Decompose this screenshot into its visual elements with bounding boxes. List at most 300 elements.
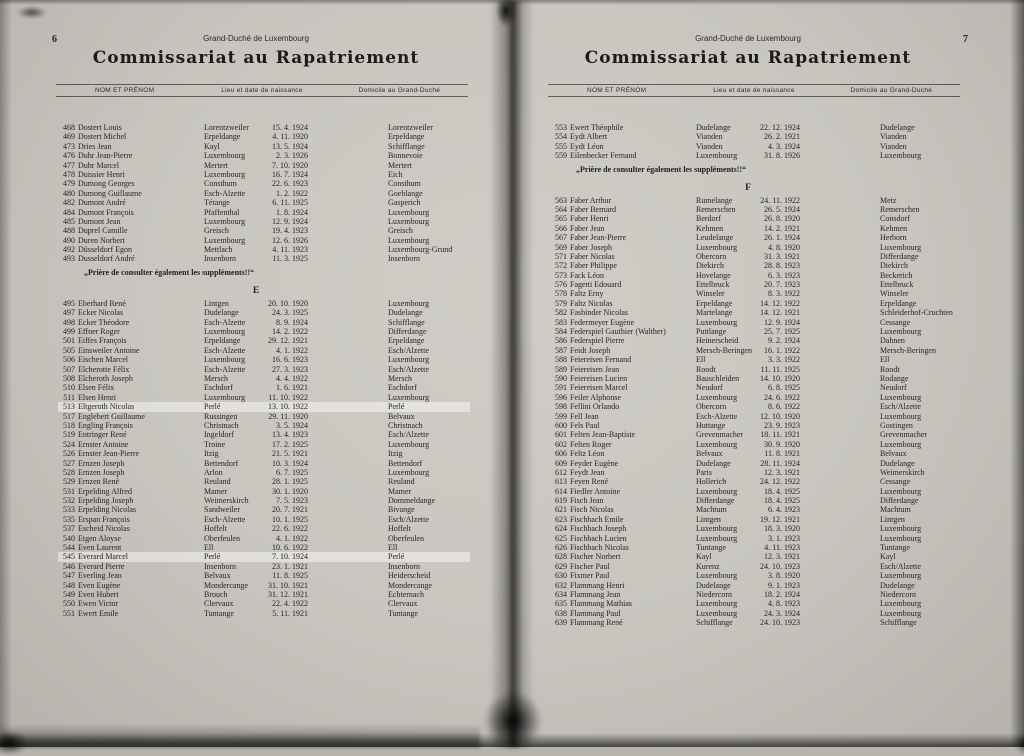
cell-num: 600 xyxy=(555,420,567,430)
cell-birthdate: 24. 6. 1922 xyxy=(764,392,800,402)
cell-birthplace: Luxembourg xyxy=(696,608,738,618)
cell-birthplace: Luxembourg xyxy=(696,599,738,609)
cell-num: 505 xyxy=(63,345,75,355)
cell-domicile: Esch/Alzette xyxy=(388,345,429,355)
cell-name: Feiereisen Fernand xyxy=(570,355,632,365)
cell-num: 566 xyxy=(555,223,567,233)
cell-num: 506 xyxy=(63,355,75,365)
table-row xyxy=(58,524,470,533)
cell-birthplace: Brouch xyxy=(204,589,228,599)
cell-name: Fischer Norbert xyxy=(570,552,621,562)
cell-birthdate: 11. 10. 1922 xyxy=(268,392,308,402)
cell-domicile: Dommeldange xyxy=(388,496,436,506)
cell-name: Ewert Théophile xyxy=(570,123,624,132)
cell-num: 507 xyxy=(63,364,75,374)
cell-domicile: Bettendorf xyxy=(388,458,423,468)
table-row xyxy=(58,412,470,421)
table-row xyxy=(58,393,470,402)
table-row xyxy=(58,459,470,468)
table-row xyxy=(550,355,962,364)
cell-birthplace: Differdange xyxy=(696,496,735,506)
cell-domicile: Schleiderhof-Cruchten xyxy=(880,308,953,318)
cell-num: 513 xyxy=(63,402,75,412)
cell-num: 490 xyxy=(63,235,75,245)
cell-domicile: Metz xyxy=(880,195,897,205)
region-header-left: Grand-Duché de Luxembourg xyxy=(203,34,309,43)
cell-domicile: Ettelbruck xyxy=(880,280,914,290)
cell-num: 535 xyxy=(63,514,75,524)
cell-num: 549 xyxy=(63,589,75,599)
cell-birthplace: Perlé xyxy=(204,552,221,562)
cell-birthdate: 24. 10. 1923 xyxy=(760,618,800,628)
cell-num: 477 xyxy=(63,160,75,170)
cell-name: Eischen Marcel xyxy=(78,355,128,365)
cell-num: 559 xyxy=(555,151,567,161)
cell-domicile: Roodt xyxy=(880,364,900,374)
table-row xyxy=(58,161,470,170)
right-page xyxy=(530,26,966,732)
cell-num: 545 xyxy=(63,552,75,562)
cell-num: 569 xyxy=(555,242,567,252)
cell-birthdate: 31. 3. 1921 xyxy=(764,251,800,261)
cell-num: 550 xyxy=(63,599,75,609)
cell-birthplace: Neudorf xyxy=(696,383,723,393)
cell-birthdate: 11. 11. 1925 xyxy=(760,364,800,374)
cell-num: 478 xyxy=(63,169,75,179)
cell-name: Erpelding Joseph xyxy=(78,496,134,506)
cell-name: Erspan François xyxy=(78,514,130,524)
cell-birthdate: 20. 7. 1923 xyxy=(764,280,800,290)
cell-domicile: Luxembourg xyxy=(880,411,922,421)
supplement-notice-left: „Prière de consulter également les suppléments!!“ xyxy=(84,267,255,277)
cell-birthplace: Dudelange xyxy=(696,123,731,132)
cell-birthdate: 6. 7. 1925 xyxy=(276,467,308,477)
cell-birthplace: Diekirch xyxy=(696,261,724,271)
cell-num: 547 xyxy=(63,571,75,581)
cell-name: Everard Marcel xyxy=(78,552,128,562)
cell-num: 488 xyxy=(63,226,75,236)
cell-birthplace: Tuntange xyxy=(696,543,726,553)
cell-num: 598 xyxy=(555,402,567,412)
cell-domicile: Luxembourg xyxy=(880,524,922,534)
cell-birthplace: Erpeldange xyxy=(204,336,241,346)
table-row xyxy=(58,571,470,580)
cell-birthplace: Kurenz xyxy=(696,561,720,571)
cell-birthdate: 31. 8. 1926 xyxy=(764,151,800,161)
cell-num: 571 xyxy=(555,251,567,261)
cell-birthdate: 26. 2. 1921 xyxy=(764,132,800,142)
table-row xyxy=(58,123,470,132)
cell-num: 612 xyxy=(555,467,567,477)
cell-name: Feyder Eugène xyxy=(570,458,619,468)
cell-domicile: Itzig xyxy=(388,449,403,459)
cell-name: Fisch Jean xyxy=(570,496,604,506)
cell-birthdate: 26. 8. 1920 xyxy=(764,214,800,224)
cell-domicile: Greisch xyxy=(388,226,413,236)
cell-birthplace: Mondercange xyxy=(204,580,248,590)
cell-domicile: Mersch xyxy=(388,373,412,383)
cell-birthdate: 12. 9. 1924 xyxy=(764,317,800,327)
cell-birthdate: 2. 3. 1926 xyxy=(276,151,308,161)
cell-name: Duhr Marcel xyxy=(78,160,120,170)
cell-num: 476 xyxy=(63,151,75,161)
table-row xyxy=(58,477,470,486)
cell-num: 492 xyxy=(63,245,75,255)
column-header-domicile: Domicile au Grand-Duché xyxy=(358,87,441,94)
cell-birthdate: 7. 10. 1920 xyxy=(272,160,308,170)
table-row xyxy=(550,440,962,449)
cell-name: Faber Jean xyxy=(570,223,605,233)
table-row xyxy=(58,383,470,392)
cell-birthplace: Tétange xyxy=(204,198,230,208)
cell-name: Feyen René xyxy=(570,477,608,487)
table-row xyxy=(550,459,962,468)
cell-birthdate: 18. 4. 1925 xyxy=(764,496,800,506)
cell-domicile: Luxembourg-Grund xyxy=(388,245,453,255)
table-row xyxy=(58,299,470,308)
cell-num: 495 xyxy=(63,298,75,308)
cell-name: Feiereisen Lucien xyxy=(570,373,628,383)
section-rows-f xyxy=(550,196,962,628)
cell-name: Even Hubert xyxy=(78,589,119,599)
table-row xyxy=(550,123,962,132)
cell-domicile: Cessange xyxy=(880,317,911,327)
cell-name: Entringer René xyxy=(78,430,127,440)
cell-birthdate: 1. 6. 1921 xyxy=(276,383,308,393)
column-header-birth: Lieu et date de naissance xyxy=(713,87,795,94)
cell-name: Duren Norbert xyxy=(78,235,125,245)
cell-num: 548 xyxy=(63,580,75,590)
cell-birthdate: 14. 10. 1920 xyxy=(760,373,800,383)
cell-name: Faltz Nicolas xyxy=(570,298,613,308)
cell-num: 537 xyxy=(63,524,75,534)
cell-birthdate: 14. 12. 1921 xyxy=(760,308,800,318)
table-row xyxy=(58,581,470,590)
table-row xyxy=(550,618,962,627)
cell-birthplace: Tuntange xyxy=(204,608,234,618)
cell-num: 554 xyxy=(555,132,567,142)
cell-birthdate: 9. 1. 1923 xyxy=(768,580,800,590)
cell-domicile: Remerschen xyxy=(880,204,920,214)
cell-birthdate: 6. 3. 1923 xyxy=(768,270,800,280)
cell-birthdate: 16. 7. 1924 xyxy=(272,169,308,179)
cell-name: Flammang Henri xyxy=(570,580,625,590)
table-row xyxy=(550,151,962,160)
column-header-birth: Lieu et date de naissance xyxy=(221,87,303,94)
cell-name: Elsen Henri xyxy=(78,392,116,402)
cell-num: 632 xyxy=(555,580,567,590)
cell-domicile: Herborn xyxy=(880,233,907,243)
table-column-header-left xyxy=(56,84,468,97)
table-row xyxy=(550,571,962,580)
cell-name: Dostert Michel xyxy=(78,132,127,142)
cell-birthplace: Luxembourg xyxy=(696,533,738,543)
cell-birthdate: 15. 4. 1924 xyxy=(272,123,308,132)
cell-birthdate: 25. 7. 1925 xyxy=(764,327,800,337)
cell-num: 590 xyxy=(555,373,567,383)
table-row xyxy=(58,236,470,245)
cell-name: Federspiel Gauthier (Walther) xyxy=(570,327,666,337)
cell-domicile: Tuntange xyxy=(388,608,418,618)
cell-birthdate: 8. 3. 1922 xyxy=(768,289,800,299)
cell-birthdate: 22. 6. 1922 xyxy=(272,524,308,534)
cell-num: 544 xyxy=(63,543,75,553)
cell-birthplace: Mamer xyxy=(204,486,228,496)
cell-name: Einsweiler Antoine xyxy=(78,345,140,355)
cell-name: Flammang Paul xyxy=(570,608,621,618)
cell-birthplace: Mertert xyxy=(204,160,228,170)
cell-name: Elsen Félix xyxy=(78,383,115,393)
cell-domicile: Heiderscheid xyxy=(388,571,431,581)
cell-birthdate: 13. 4. 1923 xyxy=(272,430,308,440)
cell-birthdate: 18. 3. 1920 xyxy=(764,524,800,534)
cell-birthdate: 12. 10. 1920 xyxy=(760,411,800,421)
table-row xyxy=(550,224,962,233)
cell-birthplace: Clervaux xyxy=(204,599,234,609)
cell-name: Ecker Nicolas xyxy=(78,308,124,318)
cell-birthplace: Mersch-Beringen xyxy=(696,345,752,355)
cell-num: 638 xyxy=(555,608,567,618)
cell-birthdate: 26. 1. 1924 xyxy=(764,233,800,243)
cell-name: Duhr Jean-Pierre xyxy=(78,151,133,161)
table-row xyxy=(550,505,962,514)
cell-domicile: Luxembourg xyxy=(880,486,922,496)
table-row xyxy=(550,214,962,223)
cell-domicile: Clervaux xyxy=(388,599,418,609)
cell-birthdate: 18. 2. 1924 xyxy=(764,589,800,599)
cell-birthdate: 19. 4. 1923 xyxy=(272,226,308,236)
cell-birthplace: Luxembourg xyxy=(696,571,738,581)
cell-birthdate: 12. 3. 1921 xyxy=(764,552,800,562)
cell-birthplace: Belvaux xyxy=(696,449,723,459)
table-row xyxy=(58,402,470,411)
cell-num: 468 xyxy=(63,123,75,132)
cell-domicile: Mersch-Beringen xyxy=(880,345,936,355)
cell-name: Dumong Georges xyxy=(78,179,135,189)
cell-name: Federspiel Pierre xyxy=(570,336,625,346)
cell-domicile: Luxembourg xyxy=(388,355,430,365)
cell-birthdate: 28. 11. 1924 xyxy=(760,458,800,468)
cell-domicile: Dahnen xyxy=(880,336,905,346)
cell-name: Faber Henri xyxy=(570,214,609,224)
table-row xyxy=(58,318,470,327)
table-row xyxy=(58,336,470,345)
cell-num: 602 xyxy=(555,439,567,449)
cell-birthdate: 4. 1. 1922 xyxy=(276,533,308,543)
column-header-name: NOM ET PRÉNOM xyxy=(94,87,155,94)
cell-domicile: Beckerich xyxy=(880,270,913,280)
cell-birthdate: 1. 8. 1924 xyxy=(276,207,308,217)
cell-birthdate: 7. 5. 1923 xyxy=(276,496,308,506)
cell-num: 529 xyxy=(63,477,75,487)
table-row xyxy=(550,562,962,571)
cell-name: Fischbach Lucien xyxy=(570,533,627,543)
cell-birthplace: Luxembourg xyxy=(696,242,738,252)
cell-birthdate: 16. 1. 1922 xyxy=(764,345,800,355)
cell-birthplace: Insenborn xyxy=(204,254,236,264)
cell-birthdate: 13. 5. 1924 xyxy=(272,141,308,151)
cell-birthdate: 14. 2. 1921 xyxy=(764,223,800,233)
cell-num: 553 xyxy=(555,123,567,132)
cell-num: 639 xyxy=(555,618,567,628)
cell-num: 482 xyxy=(63,198,75,208)
table-row xyxy=(58,189,470,198)
cell-domicile: Machtum xyxy=(880,505,911,515)
table-row xyxy=(550,308,962,317)
section-rows-e-cont xyxy=(550,123,962,161)
cell-name: Ecker Théodore xyxy=(78,317,130,327)
cell-domicile: Esch/Alzette xyxy=(880,402,921,412)
cell-birthdate: 24. 11. 1922 xyxy=(760,195,800,205)
cell-domicile: Christnach xyxy=(388,420,423,430)
cell-name: Ewen Victor xyxy=(78,599,119,609)
cell-domicile: Belvaux xyxy=(388,411,415,421)
cell-birthdate: 19. 12. 1921 xyxy=(760,514,800,524)
cell-birthdate: 29. 11. 1920 xyxy=(268,411,308,421)
cell-domicile: Luxembourg xyxy=(388,216,430,226)
cell-domicile: Luxembourg xyxy=(388,392,430,402)
cell-domicile: Vianden xyxy=(880,132,907,142)
cell-birthplace: Luxembourg xyxy=(696,486,738,496)
cell-domicile: Luxembourg xyxy=(880,599,922,609)
cell-name: Effner Roger xyxy=(78,327,120,337)
cell-domicile: Esch/Alzette xyxy=(880,561,921,571)
cell-domicile: Winseler xyxy=(880,289,909,299)
table-row xyxy=(550,477,962,486)
table-row xyxy=(550,271,962,280)
cell-birthplace: Grevenmacher xyxy=(696,430,744,440)
table-row xyxy=(58,346,470,355)
cell-num: 624 xyxy=(555,524,567,534)
section-letter-f: F xyxy=(745,182,751,193)
cell-birthplace: Esch-Alzette xyxy=(204,188,246,198)
cell-num: 583 xyxy=(555,317,567,327)
cell-name: Faber Joseph xyxy=(570,242,612,252)
table-row xyxy=(550,142,962,151)
cell-birthdate: 14. 12. 1922 xyxy=(760,298,800,308)
cell-name: Fack Léon xyxy=(570,270,604,280)
cell-birthdate: 3. 1. 1923 xyxy=(768,533,800,543)
cell-domicile: Belvaux xyxy=(880,449,907,459)
cell-birthplace: Hovelange xyxy=(696,270,731,280)
cell-domicile: Eschdorf xyxy=(388,383,417,393)
table-row xyxy=(550,383,962,392)
table-row xyxy=(58,365,470,374)
cell-num: 587 xyxy=(555,345,567,355)
table-row xyxy=(58,374,470,383)
cell-num: 469 xyxy=(63,132,75,142)
table-row xyxy=(58,609,470,618)
cell-num: 517 xyxy=(63,411,75,421)
cell-num: 484 xyxy=(63,207,75,217)
table-row xyxy=(58,355,470,364)
cell-birthplace: Kehmen xyxy=(696,223,724,233)
cell-domicile: Schifflange xyxy=(388,141,425,151)
cell-domicile: Insenborn xyxy=(388,254,420,264)
cell-num: 588 xyxy=(555,355,567,365)
cell-num: 601 xyxy=(555,430,567,440)
cell-domicile: Vianden xyxy=(880,141,907,151)
cell-birthplace: Esch-Alzette xyxy=(696,411,738,421)
table-row xyxy=(58,496,470,505)
cell-birthplace: Erpeldange xyxy=(204,132,241,142)
cell-birthdate: 4. 8. 1920 xyxy=(768,242,800,252)
cell-birthplace: Ell xyxy=(696,355,706,365)
cell-domicile: Erpeldange xyxy=(388,336,425,346)
cell-name: Flammang Jean xyxy=(570,589,621,599)
table-row xyxy=(550,205,962,214)
cell-birthplace: Remerschen xyxy=(696,204,736,214)
table-row xyxy=(58,430,470,439)
cell-birthplace: Luxembourg xyxy=(204,151,246,161)
cell-num: 629 xyxy=(555,561,567,571)
cell-birthdate: 28. 1. 1925 xyxy=(272,477,308,487)
table-row xyxy=(550,393,962,402)
cell-birthplace: Luxembourg xyxy=(696,317,738,327)
table-row xyxy=(58,449,470,458)
cell-birthplace: Dudelange xyxy=(696,580,731,590)
cell-birthplace: Mersch xyxy=(204,373,228,383)
cell-domicile: Mondercange xyxy=(388,580,432,590)
cell-birthplace: Berdorf xyxy=(696,214,721,224)
cell-birthplace: Eschdorf xyxy=(204,383,233,393)
cell-birthdate: 9. 2. 1924 xyxy=(768,336,800,346)
cell-birthplace: Perlé xyxy=(204,402,221,412)
cell-name: Engling François xyxy=(78,420,133,430)
cell-birthplace: Sandweiler xyxy=(204,505,240,515)
cell-birthdate: 26. 5. 1924 xyxy=(764,204,800,214)
cell-name: Fell Jean xyxy=(570,411,599,421)
cell-birthplace: Arlon xyxy=(204,467,223,477)
cell-birthplace: Bettendorf xyxy=(204,458,239,468)
cell-birthdate: 11. 8. 1925 xyxy=(272,571,308,581)
table-row xyxy=(550,430,962,439)
cell-num: 511 xyxy=(63,392,75,402)
table-row xyxy=(58,515,470,524)
cell-name: Fasbinder Nicolas xyxy=(570,308,628,318)
cell-domicile: Kayl xyxy=(880,552,896,562)
cell-birthplace: Lintgen xyxy=(204,298,229,308)
left-page xyxy=(38,26,474,732)
cell-birthdate: 11. 3. 1925 xyxy=(272,254,308,264)
cell-num: 528 xyxy=(63,467,75,477)
cell-birthplace: Leudelange xyxy=(696,233,734,243)
cell-domicile: Esch/Alzette xyxy=(388,364,429,374)
cell-num: 527 xyxy=(63,458,75,468)
cell-num: 485 xyxy=(63,216,75,226)
cell-birthdate: 12. 3. 1921 xyxy=(764,467,800,477)
table-row xyxy=(58,208,470,217)
cell-birthdate: 21. 5. 1921 xyxy=(272,449,308,459)
table-row xyxy=(550,543,962,552)
cell-birthdate: 10. 6. 1922 xyxy=(272,543,308,553)
cell-birthdate: 5. 11. 1921 xyxy=(272,608,308,618)
table-row xyxy=(58,505,470,514)
table-row xyxy=(550,374,962,383)
table-row xyxy=(58,327,470,336)
cell-num: 584 xyxy=(555,327,567,337)
cell-birthplace: Luxembourg xyxy=(204,169,246,179)
cell-domicile: Lorentzweiler xyxy=(388,123,433,132)
cell-num: 563 xyxy=(555,195,567,205)
table-row xyxy=(58,552,470,561)
table-row xyxy=(550,327,962,336)
cell-domicile: Dudelange xyxy=(388,308,423,318)
cell-num: 567 xyxy=(555,233,567,243)
cell-birthdate: 8. 6. 1922 xyxy=(768,402,800,412)
cell-birthplace: Weimerskirch xyxy=(204,496,249,506)
cell-name: Elcherotte Félix xyxy=(78,364,130,374)
